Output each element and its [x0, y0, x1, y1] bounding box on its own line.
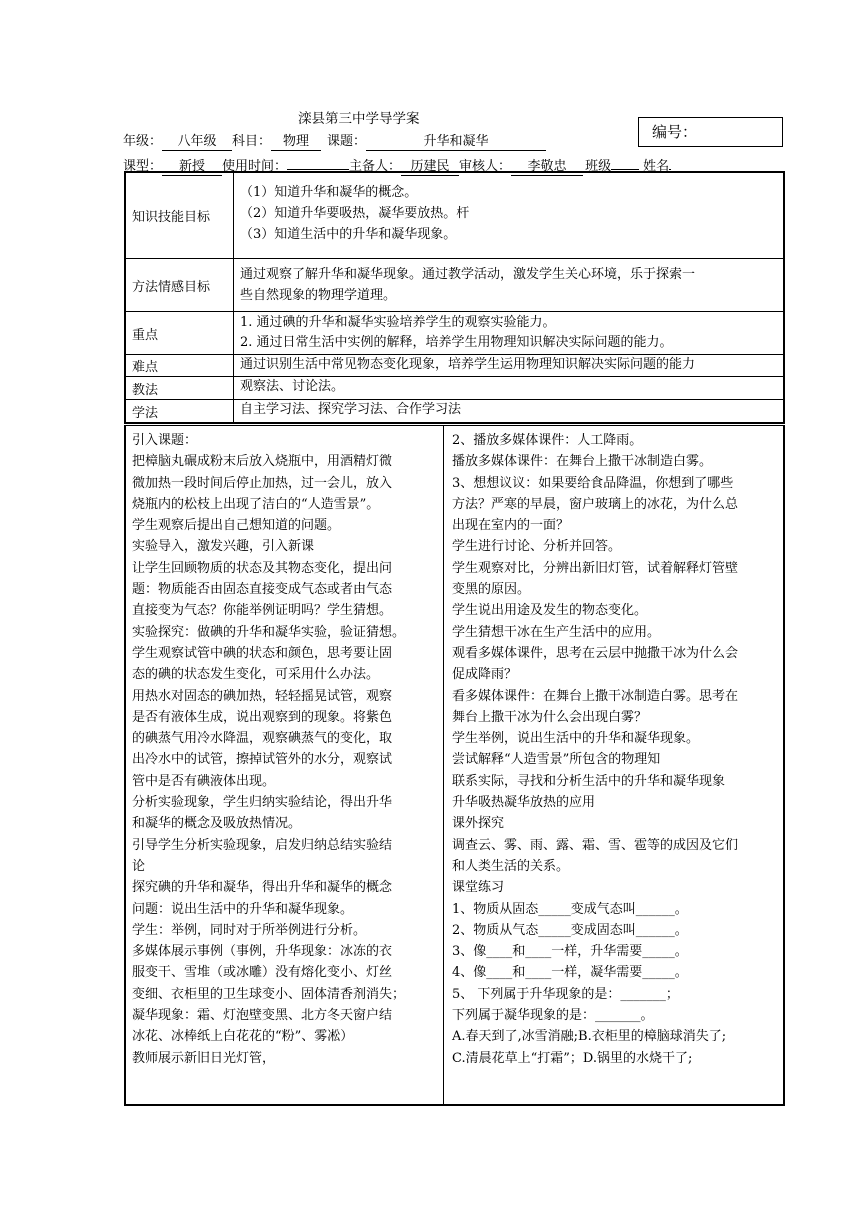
left-column-line: 题：物质能否由固态直接变成气态或者由气态: [132, 582, 393, 598]
topic-label: 课题：: [327, 134, 367, 149]
row-key-points: [126, 312, 783, 355]
reviewer-label: 审核人：: [459, 159, 512, 174]
right-column-line: 5、 下列属于升华现象的是：_______；: [452, 986, 679, 1002]
type-label: 课型：: [123, 159, 163, 174]
right-column-line: 学生说出用途及发生的物态变化。: [452, 603, 648, 619]
left-column-line: 学生：举例，同时对于所举例进行分析。: [132, 922, 367, 938]
row-line: （1）知道升华和凝华的概念。: [240, 185, 418, 200]
left-column-line: 让学生回顾物质的状态及其物态变化，提出问: [132, 560, 393, 576]
left-column-line: 直接变为气态？你能举例证明吗？学生猜想。: [132, 603, 393, 619]
left-column-line: 实验探究：做碘的升华和凝华实验，验证猜想。: [132, 624, 406, 640]
left-column-line: 管中是否有碘液体出现。: [132, 773, 276, 789]
row-difficulty: [126, 355, 783, 377]
type-value[interactable]: 新授: [162, 159, 222, 176]
topic-value[interactable]: 升华和凝华: [366, 134, 546, 151]
row-learning-method: [126, 400, 783, 422]
right-column-line: 方法？严寒的早晨，窗户玻璃上的冰花，为什么总: [452, 496, 739, 512]
subject-value[interactable]: 物理: [271, 134, 321, 151]
number-box[interactable]: 编号：: [638, 117, 783, 147]
left-column-line: 和凝华的概念及吸放热情况。: [132, 816, 302, 832]
left-column-line: 冰花、冰棒纸上白花花的“粉”、雾凇）: [132, 1029, 354, 1045]
grade-value[interactable]: 八年级: [162, 134, 232, 151]
lesson-process-table: [124, 425, 785, 1106]
name-value[interactable]: [669, 153, 671, 170]
right-column-line: 变黑的原因。: [452, 582, 531, 598]
row-line: 自主学习法、探究学习法、合作学习法: [240, 402, 462, 417]
row-content: [234, 259, 783, 311]
row-line: 1. 通过碘的升华和凝华实验培养学生的观察实验能力。: [240, 315, 556, 330]
document-title: 滦县第三中学导学案: [298, 111, 420, 127]
right-column-line: 2、播放多媒体课件：人工降雨。: [452, 433, 643, 448]
row-label: 教法: [126, 377, 234, 399]
column-divider: [443, 426, 444, 1104]
header-line-1: [123, 133, 546, 151]
left-column-line: 多媒体展示事例（事例，升华现象：冰冻的衣: [132, 944, 393, 960]
left-column-line: 引入课题：: [132, 433, 198, 448]
left-column-line: 问题：说出生活中的升华和凝华现象。: [132, 901, 354, 917]
left-column-line: 论: [132, 858, 146, 874]
right-column-line: 联系实际，寻找和分析生活中的升华和凝华现象: [452, 773, 726, 789]
left-column-line: 变细、衣柜里的卫生球变小、固体清香剂消失；: [132, 986, 406, 1002]
right-column-line: 3、想想议议：如果要给食品降温，你想到了哪些: [452, 475, 734, 491]
right-column-line: 升华吸热凝华放热的应用: [452, 795, 596, 811]
subject-label: 科目：: [232, 134, 272, 149]
left-column-line: 探究碘的升华和凝华，得出升华和凝华的概念: [132, 880, 393, 896]
row-knowledge-goals: [126, 173, 783, 259]
left-column-line: 的碘蒸气用冷水降温，观察碘蒸气的变化，取: [132, 731, 393, 747]
row-content: [234, 400, 783, 422]
row-label: 难点: [126, 355, 234, 376]
right-column-line: A.春天到了,冰雪消融;B.衣柜里的樟脑球消失了;: [452, 1029, 727, 1045]
time-label: 使用时间：: [222, 159, 288, 174]
row-line: 观察法、讨论法。: [240, 379, 345, 394]
left-column-line: 实验导入，激发兴趣，引入新课: [132, 539, 315, 555]
right-column-line: 学生观察对比，分辨出新旧灯管，试着解释灯管壁: [452, 560, 739, 576]
right-column-line: 学生进行讨论、分析并回答。: [452, 539, 622, 555]
right-column-line: 学生猜想干冰在生产生活中的应用。: [452, 624, 661, 640]
left-column-line: 引导学生分析实验现象，启发归纳总结实验结: [132, 837, 393, 853]
right-column-line: 出现在室内的一面？: [452, 518, 570, 534]
row-line: 2. 通过日常生活中实例的解释，培养学生用物理知识解决实际问题的能力。: [240, 335, 673, 350]
row-label: 重点: [126, 312, 234, 354]
right-column-line: 1、物质从固态_____变成气态叫______。: [452, 901, 688, 917]
left-column-line: 态的碘的状态发生变化，可采用什么办法。: [132, 667, 380, 683]
right-column-line: 促成降雨？: [452, 667, 518, 683]
right-column-line: 课外探究: [452, 816, 505, 832]
right-column-line: 2、物质从气态_____变成固态叫______。: [452, 922, 688, 938]
right-column-line: 和人类生活的关系。: [452, 858, 570, 874]
right-column-line: 尝试解释“人造雪景”所包含的物理知: [452, 752, 661, 768]
right-column-line: 播放多媒体课件：在舞台上撒干冰制造白雾。: [452, 454, 713, 470]
left-column: [132, 430, 438, 1069]
right-column-line: 学生举例，说出生活中的升华和凝华现象。: [452, 731, 700, 747]
objectives-table: [124, 171, 785, 424]
left-column-line: 微加热一段时间后停止加热，过一会儿，放入: [132, 475, 393, 491]
left-column-line: 把樟脑丸碾成粉末后放入烧瓶中，用酒精灯微: [132, 454, 393, 470]
time-value[interactable]: [287, 153, 349, 170]
row-label: 方法情感目标: [126, 259, 234, 311]
row-line: 通过识别生活中常见物态变化现象，培养学生运用物理知识解决实际问题的能力: [240, 357, 696, 372]
left-column-line: 学生观察后提出自己想知道的问题。: [132, 518, 341, 534]
left-column-line: 教师展示新旧日光灯管，: [132, 1050, 276, 1066]
left-column-line: 服变干、雪堆（或冰雕）没有熔化变小、灯丝: [132, 965, 393, 981]
row-content: [234, 377, 783, 399]
row-content: [234, 312, 783, 354]
right-column-line: 舞台上撒干冰为什么会出现白雾？: [452, 709, 648, 725]
left-column-line: 出冷水中的试管，擦掉试管外的水分，观察试: [132, 752, 393, 768]
row-line: 通过观察了解升华和凝华现象。通过教学活动，激发学生关心环境，乐于探索一: [240, 267, 696, 282]
preparer-label: 主备人：: [349, 159, 402, 174]
class-label: 班级: [585, 159, 612, 174]
right-column-line: 课堂练习: [452, 880, 505, 896]
left-column-line: 是否有液体生成，说出观察到的现象。将紫色: [132, 709, 393, 725]
right-column-line: 调查云、雾、雨、露、霜、雪、雹等的成因及它们: [452, 837, 739, 853]
right-column-line: 4、像____和____一样，凝华需要_____。: [452, 965, 688, 981]
preparer-value[interactable]: 历建民: [401, 159, 459, 176]
left-column-line: 凝华现象：霜、灯泡壁变黑、北方冬天窗户结: [132, 1008, 393, 1024]
right-column-line: 看多媒体课件：在舞台上撒干冰制造白雾。思考在: [452, 688, 739, 704]
row-content: [234, 173, 783, 258]
class-value[interactable]: [611, 153, 639, 170]
grade-label: 年级：: [123, 134, 163, 149]
row-line: （3）知道生活中的升华和凝华现象。: [240, 227, 457, 242]
row-line: 些自然现象的物理学道理。: [240, 288, 397, 303]
left-column-line: 分析实验现象，学生归纳实验结论，得出升华: [132, 795, 393, 811]
right-column-line: C.清晨花草上“打霜”；D.锅里的水烧干了;: [452, 1050, 693, 1066]
row-label: 学法: [126, 400, 234, 422]
row-method-goals: [126, 259, 783, 312]
right-column: [452, 430, 780, 1069]
left-column-line: 烧瓶内的松枝上出现了洁白的“人造雪景”。: [132, 496, 380, 512]
row-teaching-method: [126, 377, 783, 400]
right-column-line: 3、像____和____一样，升华需要_____。: [452, 944, 688, 960]
left-column-line: 用热水对固态的碘加热，轻轻摇晃试管，观察: [132, 688, 393, 704]
right-column-line: 观看多媒体课件，思考在云层中抛撒干冰为什么会: [452, 645, 739, 661]
name-label: 姓名: [643, 159, 670, 174]
reviewer-value[interactable]: 李敬忠: [511, 159, 583, 176]
row-content: [234, 355, 783, 376]
right-column-line: 下列属于凝华现象的是：_______。: [452, 1008, 654, 1024]
row-line: （2）知道升华要吸热，凝华要放热。杆: [240, 206, 470, 221]
row-label: 知识技能目标: [126, 173, 234, 258]
left-column-line: 学生观察试管中碘的状态和颜色，思考要让固: [132, 645, 393, 661]
